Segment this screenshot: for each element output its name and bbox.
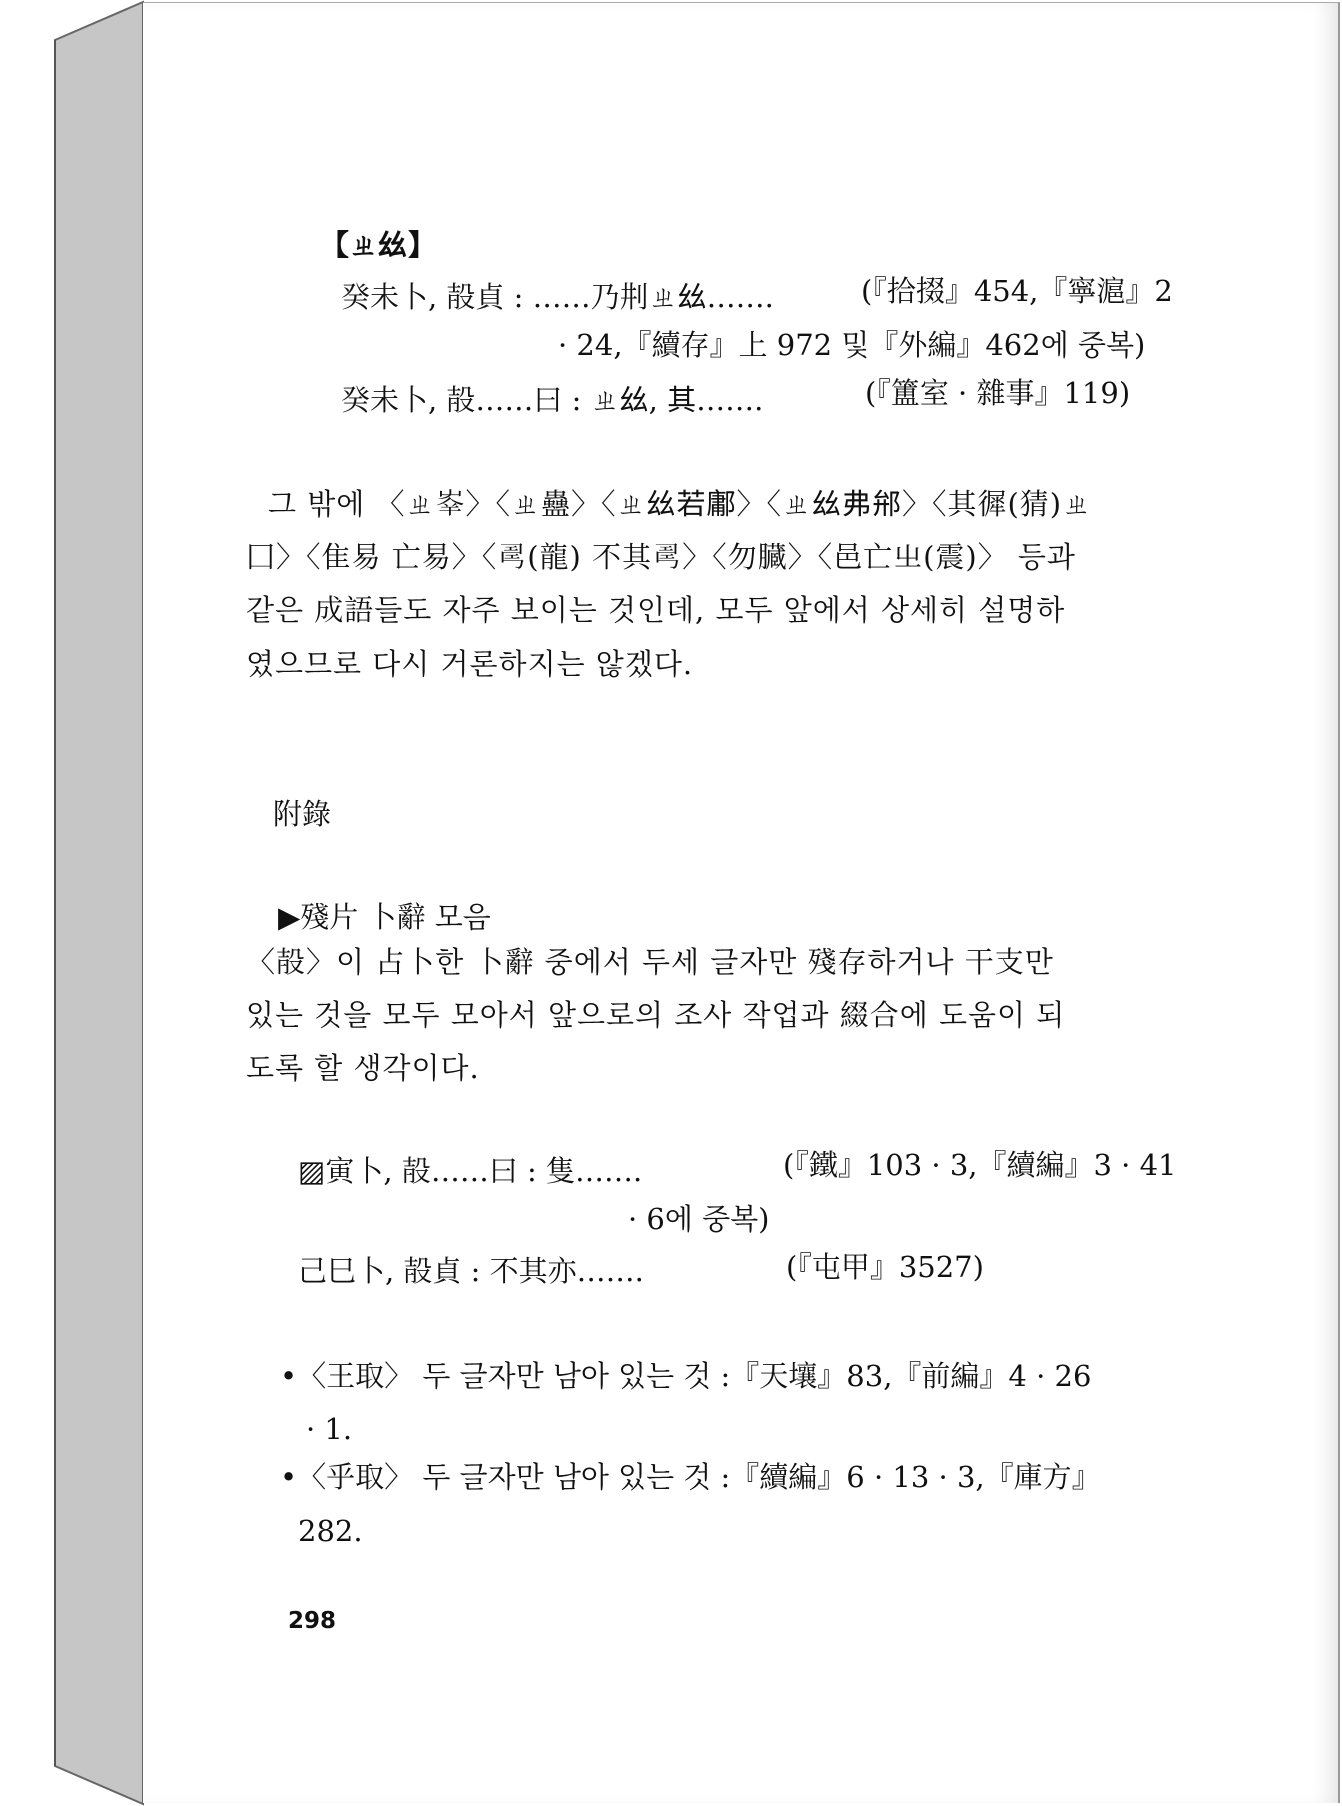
intro-line: 도록 할 생각이다.: [246, 1051, 480, 1085]
intro-line: 〈㱿〉이 占卜한 卜辭 중에서 두세 글자만 殘存하거나 干支만: [246, 945, 1054, 979]
appendix-title: 附錄: [273, 797, 332, 831]
entry-text: 癸未卜, 㱿貞 : ……乃㓝ㄓ𢆶…….: [341, 280, 774, 314]
entry-source-cont: · 6에 중복): [628, 1202, 770, 1236]
entry-text: 己巳卜, 㱿貞 : 不其亦…….: [298, 1254, 644, 1288]
entry-source: (『屯甲』3527): [786, 1250, 984, 1284]
bullet-item: •〈王取〉 두 글자만 남아 있는 것 :『天壤』83,『前編』4 · 26: [280, 1359, 1092, 1393]
bullet-item-cont: · 1.: [306, 1412, 353, 1446]
bullet-item: •〈乎取〉 두 글자만 남아 있는 것 :『續編』6 · 13 · 3,『庫方』: [280, 1460, 1101, 1494]
entry-source: (『鐵』103 · 3,『續編』3 · 41: [783, 1148, 1177, 1182]
page-number: 298: [288, 1608, 337, 1634]
entry-source-cont: · 24,『續存』上 972 및『外編』462에 중복): [558, 328, 1146, 362]
entry-text: 癸未卜, 㱿……曰 : ㄓ𢆶, 其…….: [341, 383, 764, 417]
paragraph-line: 囗〉〈隹易 亡易〉〈𢏚(龍) 不其𢏚〉〈勿臓〉〈邑亡㞢(震)〉 등과: [246, 540, 1076, 574]
appendix-subheading: ▶殘片 卜辭 모음: [278, 900, 491, 934]
intro-line: 있는 것을 모두 모아서 앞으로의 조사 작업과 綴合에 도움이 되: [246, 998, 1066, 1032]
entry-source: (『拾掇』454,『寧滬』2: [861, 274, 1173, 308]
book-spine: [0, 0, 150, 1806]
bullet-item-cont: 282.: [298, 1514, 363, 1548]
paragraph-line: 였으므로 다시 거론하지는 않겠다.: [246, 647, 694, 681]
entry-source: (『簠室 · 雜事』119): [865, 376, 1131, 410]
book-page: [143, 2, 1340, 1803]
paragraph-line: 같은 成語들도 자주 보이는 것인데, 모두 앞에서 상세히 설명하: [246, 593, 1066, 627]
section-heading: 【ㄓ𢆶】: [320, 228, 437, 262]
entry-text: ▨寅卜, 㱿……曰 : 隻…….: [298, 1154, 643, 1188]
paragraph-line: 그 밖에 〈ㄓ𡴖〉〈ㄓ蠱〉〈ㄓ𢆶若鄘〉〈ㄓ𢆶弗𨚕〉〈其徲(猜)ㄓ: [268, 487, 1093, 521]
